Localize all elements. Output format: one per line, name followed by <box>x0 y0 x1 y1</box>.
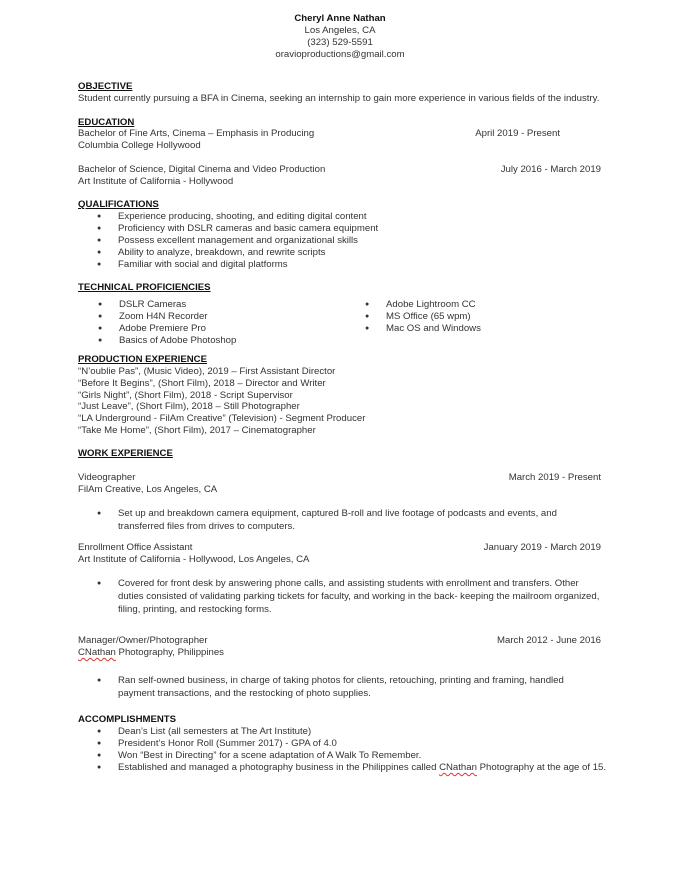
job-org-3 <box>78 647 224 659</box>
technical-heading: TECHNICAL PROFICIENCIES <box>78 282 211 293</box>
education-degree-2: Bachelor of Science, Digital Cinema and Video Production <box>78 164 326 175</box>
misspelled-name: CNathan <box>439 762 477 773</box>
accomplishments-heading: ACCOMPLISHMENTS <box>78 714 177 725</box>
list-item: ● Adobe Premiere Pro <box>98 323 236 335</box>
job-bullet-1: ● Set up and breakdown camera equipment, captured B-roll and live footage of podcasts and events, and transferred files from drives to computers. <box>118 507 602 533</box>
production-item: “Take Me Home”, (Short Film), 2017 – Cinematographer <box>78 425 316 436</box>
technical-list-left <box>98 299 236 347</box>
job-bullet-2: ● Covered for front desk by answering phone calls, and assisting students with enrollment and transfers. Other duties consisted of validating parking tickets for faculty, and working in the back- keeping the mailroom organized, filing, printing, and restocking forms. <box>118 577 602 616</box>
job-role-2: Enrollment Office Assistant <box>78 542 193 553</box>
list-item: ● Zoom H4N Recorder <box>98 311 236 323</box>
accomplishments-list <box>97 726 606 774</box>
list-item: ● Basics of Adobe Photoshop <box>98 335 236 347</box>
production-item: “Girls Night”, (Short Film), 2018 - Script Supervisor <box>78 390 293 401</box>
misspelled-name: CNathan <box>78 647 116 658</box>
production-item: “N’oublie Pas”, (Music Video), 2019 – First Assistant Director <box>78 366 336 377</box>
job-role-3: Manager/Owner/Photographer <box>78 635 208 646</box>
qualifications-heading: QUALIFICATIONS <box>78 199 159 210</box>
list-item: ● Ability to analyze, breakdown, and rewrite scripts <box>97 247 378 259</box>
job-org-rest: Photography, Philippines <box>115 647 224 658</box>
list-item: ● MS Office (65 wpm) <box>365 311 481 323</box>
job-org-2: Art Institute of California - Hollywood, Los Angeles, CA <box>78 554 310 565</box>
list-item: ● Mac OS and Windows <box>365 323 481 335</box>
job-bullet-3: ● Ran self-owned business, in charge of taking photos for clients, retouching, printing and framing, handled payment transactions, and the restocking of photo supplies. <box>118 674 602 700</box>
education-heading: EDUCATION <box>78 117 135 128</box>
resume-header <box>0 13 680 61</box>
education-school-1: Columbia College Hollywood <box>78 140 201 151</box>
list-item: ● Won “Best in Directing” for a scene adaptation of A Walk To Remember. <box>97 750 606 762</box>
technical-list-right <box>365 299 481 335</box>
education-school-2: Art Institute of California - Hollywood <box>78 176 234 187</box>
accomplishment-text: Established and managed a photography business in the Philippines called <box>118 762 440 773</box>
qualifications-list <box>97 211 378 271</box>
job-dates-3: March 2012 - June 2016 <box>497 635 601 646</box>
list-item: ● Dean’s List (all semesters at The Art Institute) <box>97 726 606 738</box>
objective-heading: OBJECTIVE <box>78 81 133 92</box>
education-dates-1: April 2019 - Present <box>475 128 560 139</box>
job-role-1: Videographer <box>78 472 136 483</box>
accomplishment-text: Photography at the age of 15. <box>476 762 607 773</box>
candidate-name: Cheryl Anne Nathan <box>294 13 386 24</box>
list-item <box>97 762 606 774</box>
production-item: “LA Underground - FilAm Creative” (Television) - Segment Producer <box>78 413 366 424</box>
education-dates-2: July 2016 - March 2019 <box>500 164 601 175</box>
education-degree-1: Bachelor of Fine Arts, Cinema – Emphasis in Producing <box>78 128 315 139</box>
list-item: ● Familiar with social and digital platforms <box>97 259 378 271</box>
job-dates-1: March 2019 - Present <box>508 472 601 483</box>
candidate-email: oravioproductions@gmail.com <box>275 49 405 60</box>
work-heading: WORK EXPERIENCE <box>78 448 173 459</box>
candidate-phone: (323) 529-5591 <box>307 37 373 48</box>
list-item: ● Adobe Lightroom CC <box>365 299 481 311</box>
production-item: “Just Leave”, (Short Film), 2018 – Still Photographer <box>78 401 300 412</box>
list-item: ● President’s Honor Roll (Summer 2017) - GPA of 4.0 <box>97 738 606 750</box>
list-item: ● DSLR Cameras <box>98 299 236 311</box>
list-item: ● Proficiency with DSLR cameras and basic camera equipment <box>97 223 378 235</box>
list-item: ● Possess excellent management and organizational skills <box>97 235 378 247</box>
job-org-1: FilAm Creative, Los Angeles, CA <box>78 484 218 495</box>
job-dates-2: January 2019 - March 2019 <box>483 542 601 553</box>
production-item: “Before It Begins”, (Short Film), 2018 – Director and Writer <box>78 378 326 389</box>
candidate-location: Los Angeles, CA <box>304 25 376 36</box>
objective-text: Student currently pursuing a BFA in Cinema, seeking an internship to gain more experience in various fields of the industry. <box>78 93 600 104</box>
production-heading: PRODUCTION EXPERIENCE <box>78 354 208 365</box>
list-item: ● Experience producing, shooting, and editing digital content <box>97 211 378 223</box>
